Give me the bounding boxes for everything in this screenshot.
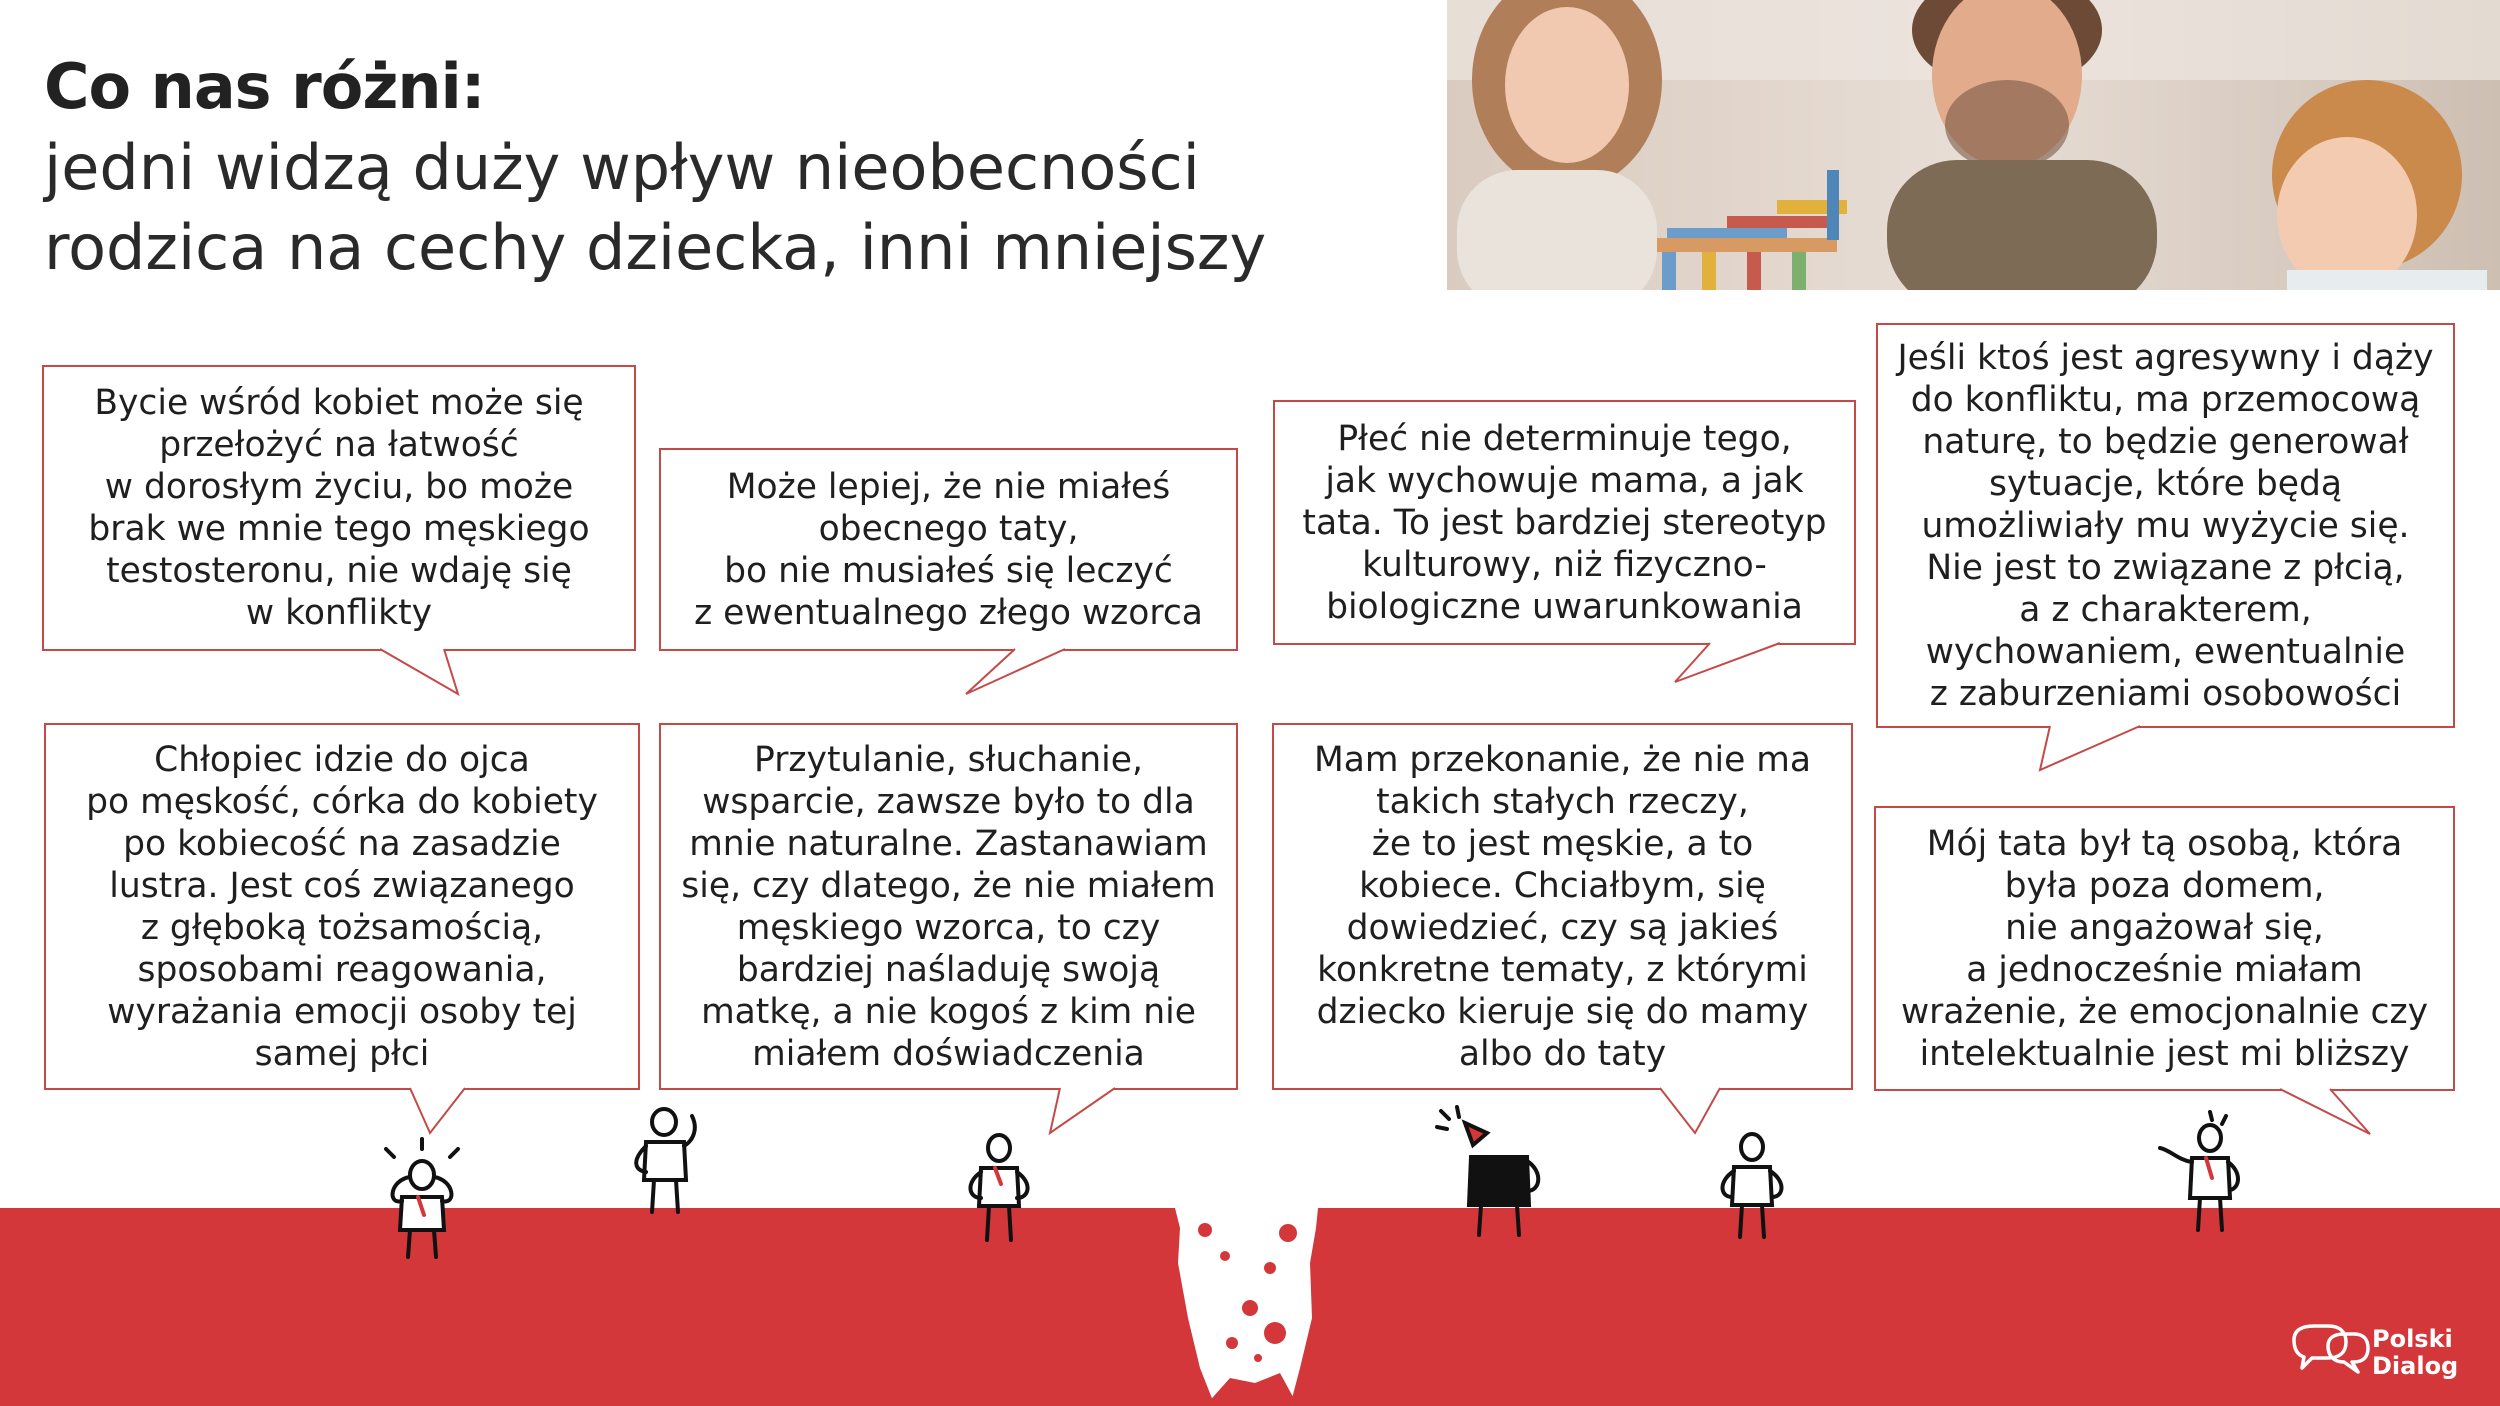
person-figure-icon (955, 1128, 1045, 1248)
page-title: Co nas różni: (44, 50, 485, 123)
logo-text (2372, 1326, 2458, 1380)
quote-bubble-3-tail (1650, 642, 1790, 687)
page-subtitle (44, 128, 1384, 288)
family-photo (1447, 0, 2500, 290)
subtitle-line-2: rodzica na cechy dziecka, inni mniejszy (44, 211, 1267, 284)
quote-bubble-5: Chłopiec idzie do ojca po męskość, córka do kobiety po kobiecość na zasadzie lustra. Jest coś związanego z głęboką tożsamością, sposobami reagowania, wyrażania emocji osoby tej samej płci (44, 723, 640, 1090)
quote-bubble-1-tail (380, 648, 470, 698)
person-figure-icon (622, 1100, 712, 1220)
quote-bubble-1: Bycie wśród kobiet może się przełożyć na łatwość w dorosłym życiu, bo może brak we mnie tego męskiego testosteronu, nie wdaję się w konflikty (42, 365, 636, 651)
quote-bubble-4: Jeśli ktoś jest agresywny i dąży do konfliktu, ma przemocową naturę, to będzie generował sytuacje, które będą umożliwiały mu wyżycie się. Nie jest to związane z płcią, a z charakterem, wychowaniem, ewentualnie z zaburzeniami osobowości (1876, 323, 2455, 728)
quote-bubble-7: Mam przekonanie, że nie ma takich stałych rzeczy, że to jest męskie, a to kobiece. Chciałbym, się dowiedzieć, czy są jakieś konkretne tematy, z którymi dziecko kieruje się do mamy albo do taty (1272, 723, 1853, 1090)
person-figure-icon (372, 1135, 472, 1265)
quote-bubble-2-tail (960, 648, 1080, 698)
quote-bubble-6: Przytulanie, słuchanie, wsparcie, zawsze było to dla mnie naturalne. Zastanawiam się, czy dlatego, że nie miałem męskiego wzorca, to czy bardziej naśladuję swoją matkę, a nie kogoś z kim nie miałem doświadczenia (659, 723, 1238, 1090)
quote-bubble-8: Mój tata był tą osobą, która była poza domem, nie angażował się, a jednocześnie miałam wrażenie, że emocjonalnie czy intelektualnie jest mi bliższy (1874, 806, 2455, 1091)
quote-bubble-3: Płeć nie determinuje tego, jak wychowuje mama, a jak tata. To jest bardziej stereotyp kulturowy, niż fizyczno- biologiczne uwarunkowania (1273, 400, 1856, 645)
quote-bubble-4-tail (2030, 725, 2150, 775)
quote-bubble-5-tail (410, 1087, 490, 1137)
logo-line-2: Dialog (2372, 1352, 2459, 1380)
person-figure-icon (1435, 1105, 1555, 1245)
person-figure-icon (2150, 1108, 2260, 1238)
subtitle-line-1: jedni widzą duży wpływ nieobecności (44, 131, 1200, 204)
quote-bubble-2: Może lepiej, że nie miałeś obecnego taty, bo nie musiałeś się leczyć z ewentualnego złego wzorca (659, 448, 1238, 651)
quote-bubble-8-tail (2280, 1088, 2390, 1138)
person-figure-icon (1708, 1125, 1798, 1245)
logo-line-1: Polski (2372, 1325, 2453, 1353)
